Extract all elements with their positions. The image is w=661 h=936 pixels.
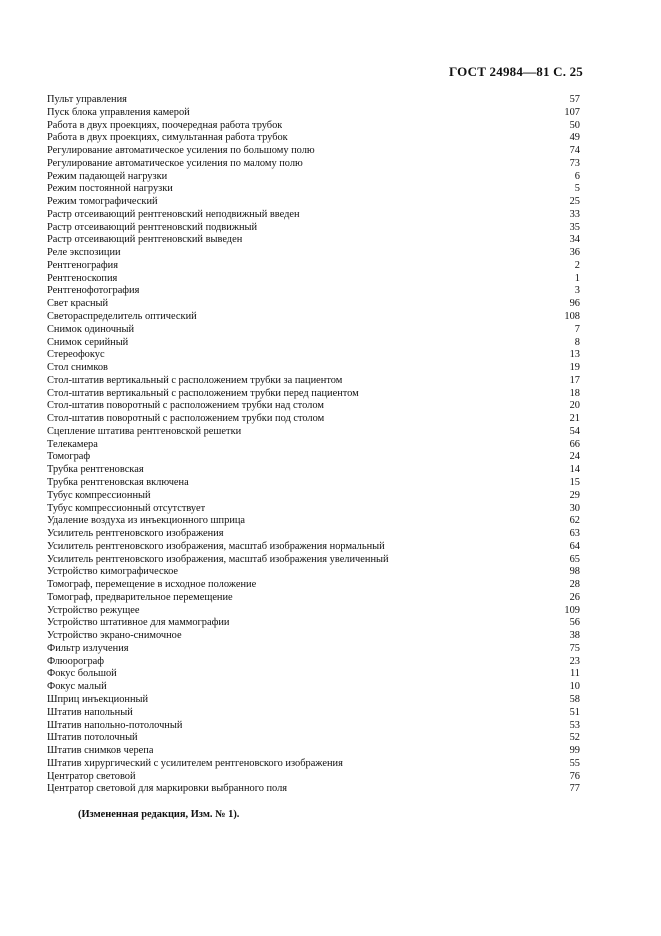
index-term: Стол-штатив поворотный с расположением трубки под столом — [47, 413, 325, 425]
index-page-number: 63 — [569, 528, 580, 540]
index-entry — [47, 337, 580, 350]
index-entry — [47, 120, 580, 133]
index-entry — [47, 375, 580, 388]
index-entry — [47, 656, 580, 669]
index-page-number: 23 — [569, 655, 580, 667]
index-term: Стол-штатив вертикальный с расположением трубки за пациентом — [47, 374, 343, 386]
index-page-number: 77 — [569, 783, 580, 795]
index-page-number: 109 — [564, 604, 580, 616]
index-entry — [47, 413, 580, 426]
index-term: Фокус малый — [47, 681, 107, 693]
index-page-number: 20 — [569, 400, 580, 412]
index-term: Штатив напольный — [47, 706, 133, 718]
index-page-number: 21 — [569, 413, 580, 425]
index-term: Режим томографический — [47, 196, 158, 208]
index-page-number: 107 — [564, 106, 580, 118]
index-page-number: 108 — [564, 311, 580, 323]
index-term: Свет красный — [47, 298, 109, 310]
index-entry — [47, 362, 580, 375]
index-page-number: 66 — [569, 438, 580, 450]
index-term: Трубка рентгеновская — [47, 464, 144, 476]
index-entry — [47, 132, 580, 145]
index-entry — [47, 183, 580, 196]
index-term: Стол-штатив поворотный с расположением трубки над столом — [47, 400, 324, 412]
index-entry — [47, 490, 580, 503]
index-page-number: 15 — [569, 476, 580, 488]
index-page-number: 19 — [569, 362, 580, 374]
index-page-number: 73 — [569, 157, 580, 169]
index-entry — [47, 579, 580, 592]
index-page-number: 11 — [569, 668, 580, 680]
index-entry — [47, 477, 580, 490]
index-entry — [47, 426, 580, 439]
index-entry — [47, 617, 580, 630]
index-entry — [47, 758, 580, 771]
index-page-number: 36 — [569, 247, 580, 259]
index-entry — [47, 273, 580, 286]
index-term: Шприц инъекционный — [47, 693, 149, 705]
index-page-number: 33 — [569, 208, 580, 220]
index-entry — [47, 503, 580, 516]
index-page-number: 1 — [574, 272, 580, 284]
index-page-number: 35 — [569, 221, 580, 233]
index-page-number: 57 — [569, 94, 580, 105]
index-term: Штатив напольно-потолочный — [47, 719, 183, 731]
index-page-number: 55 — [569, 757, 580, 769]
index-entry — [47, 451, 580, 464]
index-term: Штатив потолочный — [47, 732, 138, 744]
index-entry — [47, 209, 580, 222]
index-page-number: 76 — [569, 770, 580, 782]
index-term: Реле экспозиции — [47, 247, 121, 259]
index-page-number: 25 — [569, 196, 580, 208]
index-term: Растр отсеивающий рентгеновский подвижный — [47, 221, 258, 233]
index-term: Режим падающей нагрузки — [47, 170, 168, 182]
index-page-number: 50 — [569, 119, 580, 131]
index-term: Усилитель рентгеновского изображения, масштаб изображения нормальный — [47, 540, 385, 552]
index-page-number: 64 — [569, 540, 580, 552]
index-entry — [47, 732, 580, 745]
index-term: Растр отсеивающий рентгеновский выведен — [47, 234, 243, 246]
index-page-number: 49 — [569, 132, 580, 144]
index-entry — [47, 107, 580, 120]
index-page-number: 3 — [574, 285, 580, 297]
index-page-number: 10 — [569, 681, 580, 693]
index-term: Штатив хирургический с усилителем рентгеновского изображения — [47, 757, 343, 769]
index-term: Тубус компрессионный отсутствует — [47, 502, 206, 514]
index-term: Устройство экрано-снимочное — [47, 630, 182, 642]
index-term: Рентгенография — [47, 259, 118, 271]
index-entry — [47, 783, 580, 796]
index-page-number: 6 — [574, 170, 580, 182]
index-page-number: 2 — [574, 259, 580, 271]
index-term: Светораспределитель оптический — [47, 311, 197, 323]
index-term: Томограф, предварительное перемещение — [47, 591, 233, 603]
index-term: Регулирование автоматическое усиления по большому полю — [47, 145, 315, 157]
index-page-number: 99 — [569, 745, 580, 757]
index-term: Работа в двух проекциях, поочередная работа трубок — [47, 119, 283, 131]
index-page-number: 96 — [569, 298, 580, 310]
index-term: Центратор световой для маркировки выбранного поля — [47, 783, 288, 795]
index-term: Центратор световой — [47, 770, 136, 782]
index-term: Снимок одиночный — [47, 323, 135, 335]
index-page-number: 18 — [569, 387, 580, 399]
index-page-number: 62 — [569, 515, 580, 527]
index-page-number: 58 — [569, 693, 580, 705]
index-page-number: 24 — [569, 451, 580, 463]
index-term: Томограф, перемещение в исходное положение — [47, 579, 257, 591]
index-term: Пульт управления — [47, 94, 127, 105]
index-term: Снимок серийный — [47, 336, 129, 348]
index-entry — [47, 745, 580, 758]
index-term: Фокус большой — [47, 668, 117, 680]
index-term: Устройство режущее — [47, 604, 140, 616]
index-term: Устройство штативное для маммографии — [47, 617, 230, 629]
index-page-number: 98 — [569, 566, 580, 578]
index-entry — [47, 349, 580, 362]
index-page-number: 34 — [569, 234, 580, 246]
index-page-number: 7 — [574, 323, 580, 335]
index-term: Телекамера — [47, 438, 98, 450]
index-page-number: 26 — [569, 591, 580, 603]
index-term: Стереофокус — [47, 349, 105, 361]
index-term: Рентгеноскопия — [47, 272, 118, 284]
index-term: Работа в двух проекциях, симультанная работа трубок — [47, 132, 288, 144]
index-entry — [47, 400, 580, 413]
index-entry — [47, 158, 580, 171]
index-entry — [47, 643, 580, 656]
index-page-number: 17 — [569, 374, 580, 386]
index-term: Стол-штатив вертикальный с расположением трубки перед пациентом — [47, 387, 359, 399]
index-entry — [47, 388, 580, 401]
index-entry — [47, 592, 580, 605]
index-entry — [47, 311, 580, 324]
index-entry — [47, 260, 580, 273]
index-page-number: 14 — [569, 464, 580, 476]
index-entry — [47, 668, 580, 681]
index-term: Тубус компрессионный — [47, 489, 151, 501]
index-page-number: 28 — [569, 579, 580, 591]
index-entry — [47, 694, 580, 707]
index-entry — [47, 171, 580, 184]
index-entry — [47, 630, 580, 643]
index-entry — [47, 196, 580, 209]
index-page-number: 53 — [569, 719, 580, 731]
index-entry — [47, 541, 580, 554]
index-entry — [47, 528, 580, 541]
index-entry — [47, 298, 580, 311]
index-term: Стол снимков — [47, 362, 108, 374]
page-header: ГОСТ 24984—81 С. 25 — [449, 64, 583, 79]
index-entry — [47, 247, 580, 260]
index-term: Трубка рентгеновская включена — [47, 476, 189, 488]
index-term: Пуск блока управления камерой — [47, 106, 190, 118]
index-page-number: 74 — [569, 145, 580, 157]
index-term: Устройство кимографическое — [47, 566, 179, 578]
index-term: Рентгенофотография — [47, 285, 140, 297]
index-term: Сцепление штатива рентгеновской решетки — [47, 425, 242, 437]
index-page-number: 8 — [574, 336, 580, 348]
index-term: Фильтр излучения — [47, 642, 129, 654]
index-entry — [47, 720, 580, 733]
index-term: Усилитель рентгеновского изображения, масштаб изображения увеличенный — [47, 553, 389, 565]
index-entry — [47, 222, 580, 235]
index-page-number: 13 — [569, 349, 580, 361]
index-page-number: 75 — [569, 642, 580, 654]
index-term: Регулирование автоматическое усиления по малому полю — [47, 157, 303, 169]
revision-note: (Измененная редакция, Изм. № 1). — [78, 809, 240, 820]
index-term: Флюорограф — [47, 655, 105, 667]
index-term: Удаление воздуха из инъекционного шприца — [47, 515, 246, 527]
index-entry — [47, 771, 580, 784]
index-entry — [47, 324, 580, 337]
term-index-list — [47, 94, 580, 796]
index-page-number: 54 — [569, 425, 580, 437]
index-page-number: 65 — [569, 553, 580, 565]
index-term: Растр отсеивающий рентгеновский неподвижный введен — [47, 208, 300, 220]
index-page-number: 5 — [574, 183, 580, 195]
index-term: Томограф — [47, 451, 91, 463]
index-entry — [47, 566, 580, 579]
index-page-number: 30 — [569, 502, 580, 514]
index-entry — [47, 94, 580, 107]
index-page-number: 51 — [569, 706, 580, 718]
index-entry — [47, 515, 580, 528]
index-entry — [47, 554, 580, 567]
index-page-number: 52 — [569, 732, 580, 744]
index-entry — [47, 439, 580, 452]
index-entry — [47, 234, 580, 247]
index-entry — [47, 285, 580, 298]
index-entry — [47, 707, 580, 720]
index-entry — [47, 145, 580, 158]
index-term: Режим постоянной нагрузки — [47, 183, 173, 195]
index-page-number: 29 — [569, 489, 580, 501]
index-page-number: 56 — [569, 617, 580, 629]
index-entry — [47, 605, 580, 618]
index-term: Усилитель рентгеновского изображения — [47, 528, 224, 540]
index-term: Штатив снимков черепа — [47, 745, 154, 757]
index-entry — [47, 681, 580, 694]
index-page-number: 38 — [569, 630, 580, 642]
index-entry — [47, 464, 580, 477]
